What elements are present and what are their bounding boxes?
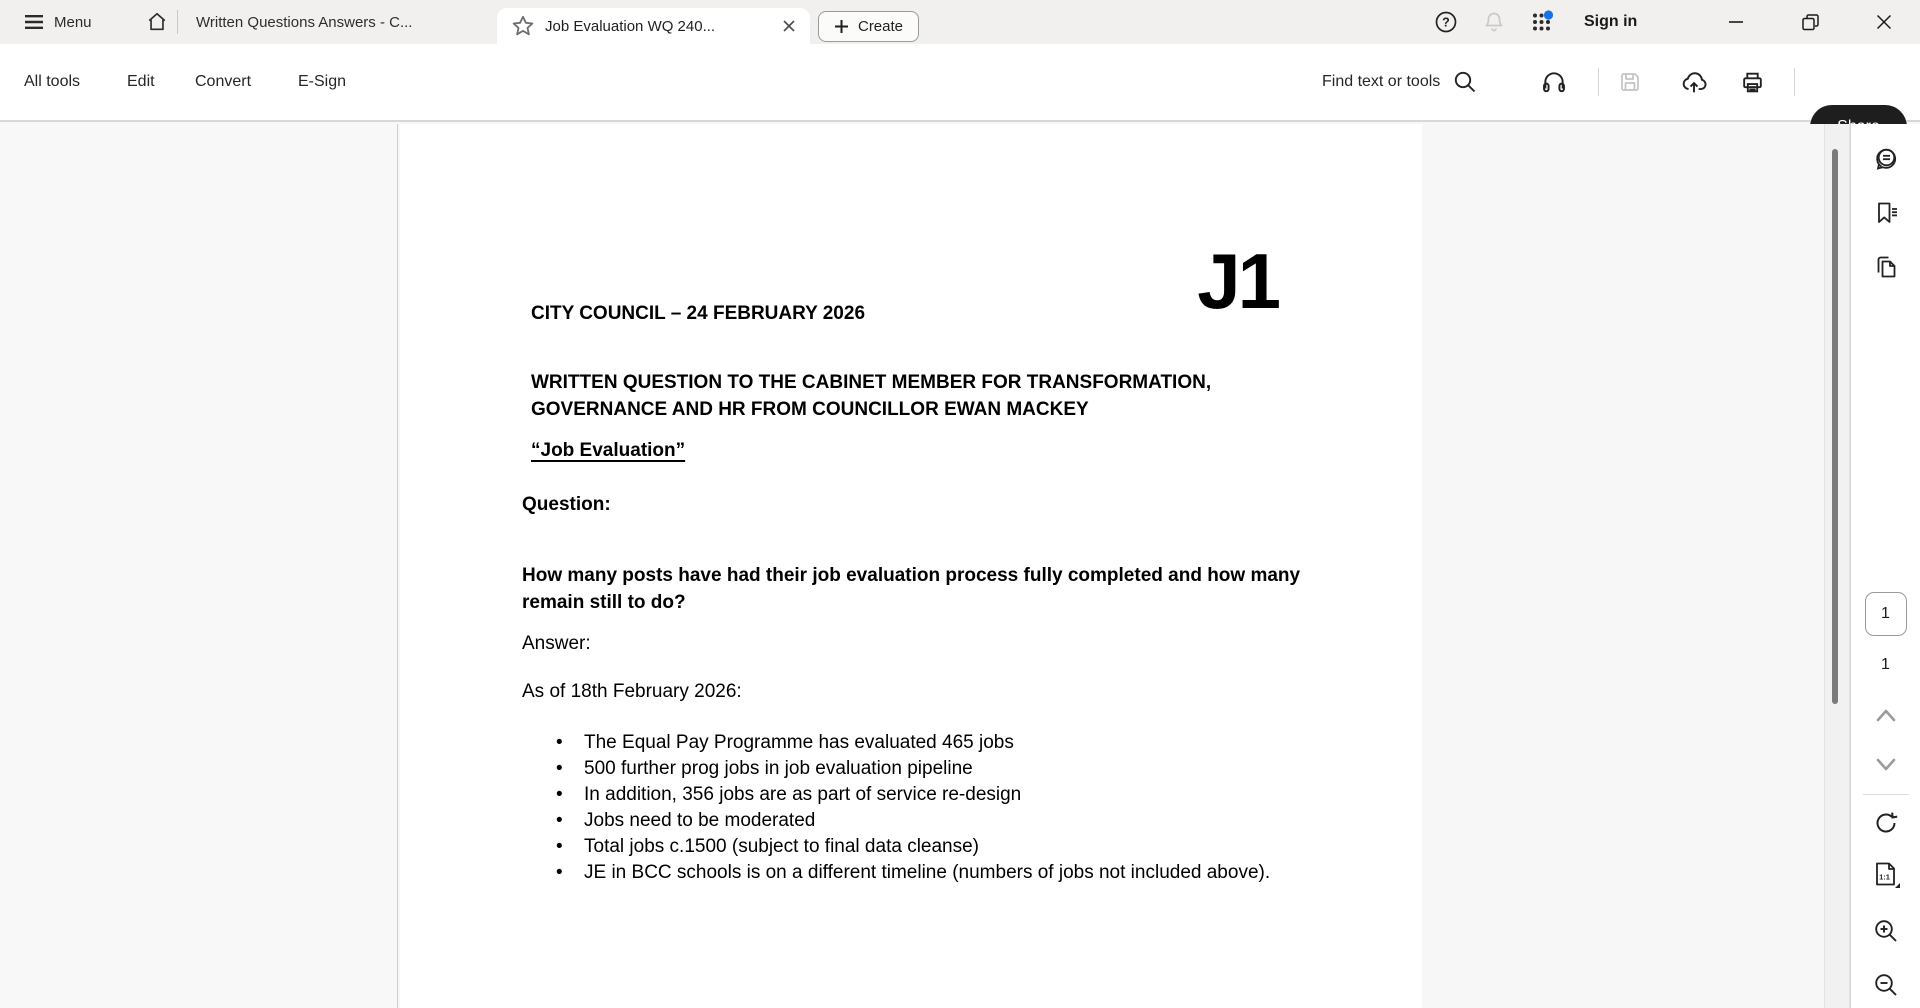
cloud-upload-button[interactable] [1676,44,1712,120]
find-text-button[interactable] [1322,44,1478,120]
read-aloud-button[interactable] [1536,44,1572,120]
previous-page-button[interactable] [1869,698,1903,732]
menu-label[interactable]: Menu [54,13,92,31]
save-icon [1618,70,1642,94]
svg-text:1:1: 1:1 [1878,872,1890,882]
doc-bullet: • Jobs need to be moderated [584,808,1274,834]
print-button[interactable] [1734,44,1770,120]
actual-size-icon [1871,860,1901,890]
doc-heading-question: WRITTEN QUESTION TO THE CABINET MEMBER FOR TRANSFORMATION, GOVERNANCE AND HR FROM COUNCILLOR EWAN MACKEY [531,372,1212,420]
doc-as-of-line: As of 18th February 2026: [522,681,742,702]
active-tab-label: Job Evaluation WQ 240... [545,17,716,35]
doc-question-label: Question: [522,494,611,515]
chevron-down-icon [1874,757,1898,773]
zoom-in-button[interactable] [1869,914,1903,948]
rotate-page-button[interactable] [1869,806,1903,840]
page-corner-label: J1 [1197,237,1278,325]
apps-grid-icon [1530,10,1554,34]
window-close-button[interactable] [1864,0,1904,44]
search-icon [1452,69,1478,95]
zoom-out-icon [1872,971,1900,999]
window-close-icon [1876,14,1892,30]
window-minimize-button[interactable] [1716,0,1756,44]
right-rail [1850,124,1920,1008]
help-icon [1434,10,1458,34]
apps-button[interactable] [1526,0,1558,44]
toolbar-divider [1598,68,1599,96]
tab-convert[interactable]: Convert [195,73,252,90]
bookmark-icon [1872,199,1900,227]
doc-bullet: • Total jobs c.1500 (subject to final data cleanse) [584,834,1274,860]
next-page-button[interactable] [1869,748,1903,782]
create-button[interactable] [818,11,919,42]
doc-bullet: • The Equal Pay Programme has evaluated 465 jobs [584,730,1274,756]
titlebar [0,0,1920,44]
tab-esign[interactable]: E-Sign [298,73,347,90]
doc-heading-date: CITY COUNCIL – 24 FEBRUARY 2026 [531,303,866,324]
doc-bullet: • JE in BCC schools is on a different timeline (numbers of jobs not included above). [584,860,1274,886]
page-number-input[interactable] [1865,592,1907,636]
headphones-icon [1541,69,1567,95]
page-number-box [1865,592,1907,636]
cloud-upload-icon [1681,69,1707,95]
toolbar-divider [1794,68,1795,96]
minimize-icon [1728,14,1744,30]
doc-bullet: • 500 further prog jobs in job evaluation pipeline [584,756,1274,782]
home-icon [146,11,168,33]
rotate-clockwise-icon [1872,809,1900,837]
page-total: 1 [1881,656,1890,673]
menu-button[interactable] [22,0,46,44]
printer-icon [1740,70,1765,95]
create-label: Create [857,18,904,35]
hamburger-icon [24,14,44,30]
vertical-scrollbar[interactable] [1824,124,1850,1008]
tab-edit[interactable]: Edit [127,73,155,90]
window-restore-button[interactable] [1790,0,1830,44]
restore-icon [1802,14,1819,31]
plus-icon [834,19,849,34]
doc-subject: “Job Evaluation” [531,440,686,461]
titlebar-divider [177,10,178,34]
bookmarks-panel-button[interactable] [1869,196,1903,230]
tab-written-questions[interactable]: Written Questions Answers - C... [196,13,413,31]
home-button[interactable] [142,0,172,44]
page-thumbnails-button[interactable] [1869,250,1903,284]
doc-question-text: How many posts have had their job evaluation process fully completed and how many remain still to do? [522,565,1301,613]
notifications-button[interactable] [1478,0,1510,44]
doc-answer-label: Answer: [522,633,591,654]
sign-in-button[interactable]: Sign in [1584,13,1638,30]
bell-icon [1482,10,1506,34]
doc-bullet-list [584,730,1274,886]
chevron-up-icon [1874,707,1898,723]
scrollbar-thumb[interactable] [1832,149,1838,704]
page-fit-button[interactable] [1869,858,1903,892]
rail-divider [1863,794,1909,795]
pages-icon [1872,253,1900,281]
left-panel [0,124,398,1008]
comment-icon [1872,145,1900,173]
star-icon[interactable] [511,14,535,38]
document-viewport [0,124,1920,1008]
zoom-out-button[interactable] [1869,968,1903,1002]
tab-all-tools[interactable]: All tools [24,73,81,90]
zoom-in-icon [1872,917,1900,945]
doc-bullet: • In addition, 356 jobs are as part of service re-design [584,782,1274,808]
svg-text:?: ? [1442,15,1450,30]
tab-close-icon[interactable] [782,19,796,33]
tab-job-evaluation[interactable] [497,8,810,44]
pdf-page [400,124,1422,1008]
toolbar [0,44,1920,122]
comments-panel-button[interactable] [1869,142,1903,176]
find-label: Find text or tools [1322,73,1441,90]
help-button[interactable] [1430,0,1462,44]
save-button[interactable] [1612,44,1648,120]
